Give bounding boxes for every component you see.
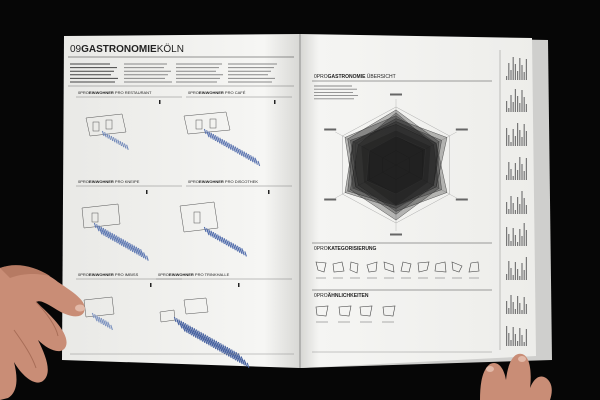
overview-heading: 0PROGASTRONOMIE ÜBERSICHT xyxy=(314,74,396,80)
mini-bar xyxy=(513,176,514,180)
mini-bar xyxy=(524,97,525,112)
person-icon xyxy=(150,283,152,287)
person-icon xyxy=(274,100,276,104)
page-title: 09GASTRONOMIEKÖLN xyxy=(70,44,184,55)
mini-bar xyxy=(526,59,527,80)
mini-bar xyxy=(510,95,511,112)
mini-bar xyxy=(506,301,507,314)
mini-bar xyxy=(506,101,507,112)
mini-bar xyxy=(508,162,509,180)
mini-bar xyxy=(508,333,509,346)
mini-bar xyxy=(515,163,516,180)
mini-bar xyxy=(513,275,514,280)
person-icon xyxy=(238,283,240,287)
mini-bar xyxy=(506,76,507,80)
mini-bar xyxy=(519,103,520,112)
mini-bar xyxy=(506,175,507,180)
mini-bar xyxy=(515,334,516,346)
categorization-heading: 0PROKATEGORISIERUNG xyxy=(314,246,377,252)
mini-bar xyxy=(526,329,527,346)
axis-label xyxy=(456,129,468,131)
similarity-heading: 0PROÄHNLICHKEITEN xyxy=(314,293,369,299)
mini-bar xyxy=(508,234,509,246)
mini-bar xyxy=(521,191,522,214)
mini-bar xyxy=(515,136,516,146)
person-icon xyxy=(146,190,148,194)
mini-bar xyxy=(510,169,511,180)
mini-bar xyxy=(515,235,516,246)
mini-bar xyxy=(513,203,514,214)
mini-bar xyxy=(510,196,511,214)
mini-bar xyxy=(517,96,518,112)
axis-label xyxy=(390,94,402,96)
mini-bar xyxy=(521,164,522,180)
mini-bar xyxy=(510,295,511,314)
mini-bar xyxy=(526,104,527,112)
mini-bar xyxy=(515,210,516,214)
axis-label xyxy=(390,234,402,236)
mini-bar xyxy=(517,269,518,280)
mini-bar xyxy=(524,297,525,314)
mini-bar xyxy=(508,261,509,280)
axis-label xyxy=(456,199,468,201)
mini-bar xyxy=(521,263,522,280)
mini-bar xyxy=(519,328,520,346)
mini-bar xyxy=(524,171,525,180)
mini-bar xyxy=(510,142,511,146)
mini-bar xyxy=(521,65,522,80)
mini-bar xyxy=(517,71,518,80)
mini-bar xyxy=(513,102,514,112)
mini-bar xyxy=(517,123,518,146)
mini-bar xyxy=(517,341,518,346)
panel-heading-kneipe: 0PROEINWOHNER PRO KNEIPE xyxy=(78,179,140,184)
panel-heading-discothek: 0PROEINWOHNER PRO DISCOTHEK xyxy=(188,179,259,184)
mini-bar xyxy=(524,72,525,80)
mini-bar xyxy=(526,205,527,214)
mini-bar xyxy=(519,204,520,214)
mini-bar xyxy=(517,242,518,246)
mini-bar xyxy=(521,236,522,246)
mini-bar xyxy=(515,262,516,280)
axis-label xyxy=(324,199,336,201)
mini-bar xyxy=(513,57,514,80)
mini-bar xyxy=(513,129,514,146)
mini-bar xyxy=(526,131,527,146)
mini-bar xyxy=(513,327,514,346)
mini-bar xyxy=(524,198,525,214)
mini-bar xyxy=(526,257,527,280)
mini-bar xyxy=(524,270,525,280)
mini-bar xyxy=(517,197,518,214)
mini-bar xyxy=(506,202,507,214)
axis-label xyxy=(324,129,336,131)
mini-bar xyxy=(519,58,520,80)
person-icon xyxy=(159,100,161,104)
mini-bar xyxy=(510,340,511,346)
mini-bar xyxy=(515,89,516,112)
mini-bar xyxy=(519,157,520,180)
mini-bar xyxy=(517,170,518,180)
mini-bar xyxy=(524,223,525,246)
mini-bar xyxy=(515,64,516,80)
mini-bar xyxy=(526,158,527,180)
mini-bar xyxy=(521,310,522,314)
mini-bar xyxy=(508,209,509,214)
mini-bar xyxy=(508,63,509,80)
person-icon xyxy=(268,190,270,194)
mini-bar xyxy=(513,228,514,246)
mini-bar xyxy=(510,241,511,246)
mini-bar xyxy=(508,108,509,112)
mini-bar xyxy=(506,128,507,146)
mini-bar xyxy=(524,342,525,346)
mini-bar xyxy=(506,227,507,246)
mini-bar xyxy=(526,304,527,314)
mini-bar xyxy=(524,124,525,146)
mini-bar xyxy=(519,276,520,280)
mini-bar xyxy=(510,268,511,280)
mini-bar xyxy=(519,130,520,146)
panel-heading-trinkhalle: 0PROEINWOHNER PRO TRINKHALLE xyxy=(158,272,230,277)
mini-bar xyxy=(521,90,522,112)
panel-heading-imbiss: 0PROEINWOHNER PRO IMBISS xyxy=(78,272,139,277)
mini-bar xyxy=(521,137,522,146)
mini-bar xyxy=(510,70,511,80)
mini-bar xyxy=(513,302,514,314)
mini-bar xyxy=(521,335,522,346)
mini-bar xyxy=(519,303,520,314)
mini-bar xyxy=(508,135,509,146)
mini-bar xyxy=(517,296,518,314)
mini-bar xyxy=(506,274,507,280)
mini-bar xyxy=(508,308,509,314)
mini-bar xyxy=(506,326,507,346)
panel-heading-restaurant: 0PROEINWOHNER PRO RESTAURANT xyxy=(78,90,152,95)
mini-bar xyxy=(515,309,516,314)
panel-heading-cafe: 0PROEINWOHNER PRO CAFÉ xyxy=(188,90,246,95)
mini-bar xyxy=(519,229,520,246)
mini-bar xyxy=(526,230,527,246)
